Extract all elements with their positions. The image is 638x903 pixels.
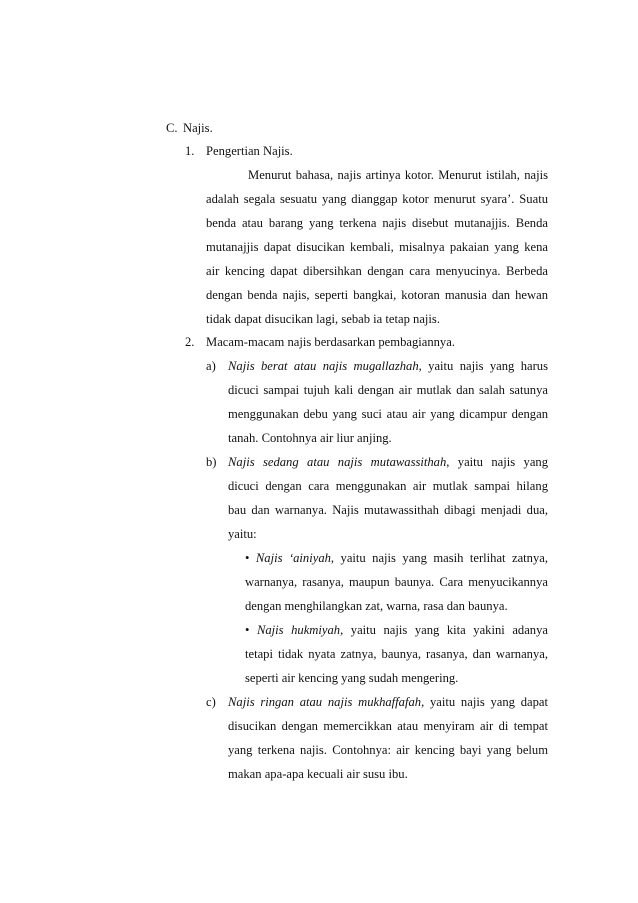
- bullet-2-line1-rest: yaitu najis yang kita yakini adanya: [343, 623, 548, 637]
- subitem-a-line: tanah. Contohnya air liur anjing.: [228, 431, 392, 445]
- subitem-c-line: disucikan dengan memercikkan atau menyiram air di tempat: [228, 719, 548, 733]
- subitem-b-line1: [228, 454, 548, 470]
- bullet-2-line: tetapi tidak nyata zatnya, baunya, rasanya, dan warnanya,: [245, 647, 548, 661]
- bullet-1-marker: •: [245, 551, 250, 565]
- paragraph-line: dengan benda najis, seperti bangkai, kotoran manusia dan hewan: [206, 288, 548, 302]
- subitem-b-term: Najis sedang atau najis mutawassithah: [228, 455, 447, 469]
- bullet-1-line: warnanya, rasanya, maupun baunya. Cara menyucikannya: [245, 575, 548, 589]
- subitem-c-marker: c): [206, 695, 216, 709]
- paragraph-line: mutanajjis dapat disucikan kembali, misalnya pakaian yang kena: [206, 240, 548, 254]
- subitem-b-line: yaitu:: [228, 527, 257, 541]
- subitem-a-marker: a): [206, 359, 216, 373]
- item-1-number: 1.: [185, 144, 195, 158]
- section-title: Najis.: [183, 121, 213, 135]
- paragraph-line: tidak dapat disucikan lagi, sebab ia tetap najis.: [206, 312, 440, 326]
- bullet-1-term: Najis ‘ainiyah: [255, 551, 331, 565]
- bullet-2-marker: •: [245, 623, 250, 637]
- paragraph-line: adalah segala sesuatu yang dianggap kotor menurut syara’. Suatu: [206, 192, 548, 206]
- subitem-b-marker: b): [206, 455, 217, 469]
- subitem-c-term: Najis ringan atau najis mukhaffafah: [228, 695, 422, 709]
- bullet-1-line1-rest: , yaitu najis yang masih terlihat zatnya,: [330, 551, 549, 565]
- subitem-c-line: yang terkena najis. Contohnya: air kencing bayi yang belum: [228, 743, 548, 757]
- item-2-title: Macam-macam najis berdasarkan pembagiannya.: [206, 335, 455, 349]
- bullet-1-line: dengan menghilangkan zat, warna, rasa dan baunya.: [245, 599, 508, 613]
- subitem-c-line: makan apa-apa kecuali air susu ibu.: [228, 767, 408, 781]
- paragraph-line: Menurut bahasa, najis artinya kotor. Menurut istilah, najis: [248, 168, 548, 182]
- item-2-number: 2.: [185, 335, 195, 349]
- bullet-1-line1: [245, 550, 548, 566]
- item-1-title: Pengertian Najis.: [206, 144, 293, 158]
- subitem-b-line: dicuci dengan cara menggunakan air mutlak sampai hilang: [228, 479, 548, 493]
- subitem-c-line1-rest: , yaitu najis yang dapat: [421, 695, 548, 709]
- subitem-a-line1-rest: , yaitu najis yang harus: [418, 359, 549, 373]
- subitem-a-term: Najis berat atau najis mugallazhah: [228, 359, 419, 373]
- bullet-2-line: seperti air kencing yang sudah mengering.: [245, 671, 459, 685]
- subitem-b-line1-rest: , yaitu najis yang: [446, 455, 549, 469]
- subitem-a-line: dicuci sampai tujuh kali dengan air mutlak dan salah satunya: [228, 383, 548, 397]
- subitem-b-line: bau dan warnanya. Najis mutawassithah dibagi menjadi dua,: [228, 503, 548, 517]
- subitem-a-line1: [228, 358, 548, 374]
- subitem-a-line: menggunakan debu yang suci atau air yang dicampur dengan: [228, 407, 548, 421]
- bullet-2-term: Najis hukmiyah,: [256, 623, 344, 637]
- subitem-c-line1: [228, 694, 548, 710]
- bullet-2-line1: [245, 622, 548, 638]
- paragraph-line: air kencing dapat dibersihkan dengan cara menyucinya. Berbeda: [206, 264, 548, 278]
- section-marker: C.: [166, 121, 178, 135]
- paragraph-line: benda atau barang yang terkena najis disebut mutanajjis. Benda: [206, 216, 548, 230]
